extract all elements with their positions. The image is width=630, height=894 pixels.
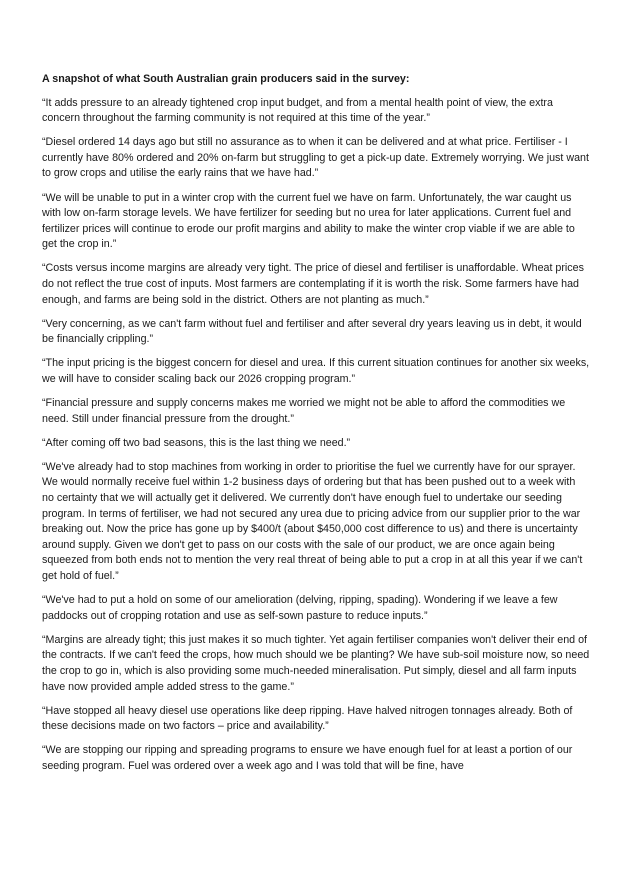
survey-quote: “Have stopped all heavy diesel use operations like deep ripping. Have halved nitrogen tonnages already. Both of these decisions made on two factors – price and availability.” xyxy=(42,704,573,733)
survey-quote: “Financial pressure and supply concerns makes me worried we might not be able to afford the commodities we need. Still under financial pressure from the drought.” xyxy=(42,397,566,425)
document-heading: A snapshot of what South Australian grain producers said in the survey: xyxy=(42,73,410,85)
survey-quote: “The input pricing is the biggest concern for diesel and urea. If this current situation continues for another six weeks, we will have to consider scaling back our 2026 cropping program.” xyxy=(42,357,590,385)
survey-quote: “We've had to put a hold on some of our amelioration (delving, ripping, spading). Wondering if we leave a few paddocks out of cropping rotation and use as self-sown pasture to reduce inputs.” xyxy=(42,594,558,622)
document-page xyxy=(42,72,590,783)
survey-quote: “We will be unable to put in a winter crop with the current fuel we have on farm. Unfortunately, the war caught us with low on-farm storage levels. We have fertilizer for seeding but no urea for later applications. Current fuel and fertilizer prices will continue to erode our profit margins and ability to make the winter crop viable if we are able to get the crop in.” xyxy=(42,191,575,251)
survey-quote: “We've already had to stop machines from working in order to prioritise the fuel we currently have for our sprayer. We would normally receive fuel within 1-2 business days of ordering but that has been pushed out to a week with no certainty that we will actually get it delivered. We currently don't have enough fuel to undertake our seeding program. In terms of fertiliser, we had not secured any urea due to pricing advice from our supplier prior to the war breaking out. Now the price has gone up by $400/t (about $450,000 cost difference to us) and there is uncertainty around supply. Given we don't get to pass on our costs with the sale of our product, we are once again being squeezed from both ends not to mention the very real threat of being able to put a crop in at all this year if we can't get hold of fuel.” xyxy=(42,460,583,583)
survey-quote: “Diesel ordered 14 days ago but still no assurance as to when it can be delivered and at what price. Fertiliser - I currently have 80% ordered and 20% on-farm but struggling to get a pick-up date. Extremely worrying. We just want to grow crops and utilise the early rains that we have had.” xyxy=(42,136,589,180)
survey-quote: “Margins are already tight; this just makes it so much tighter. Yet again fertiliser companies won't deliver their end of the contracts. If we can't feed the crops, how much should we be planting? We have sub-soil moisture now, so need the crop to go in, which is also providing some much-needed mineralisation. Put simply, diesel and all farm inputs have now provided ample added stress to the game.” xyxy=(42,633,590,693)
survey-quote: “We are stopping our ripping and spreading programs to ensure we have enough fuel for at least a portion of our seeding program. Fuel was ordered over a week ago and I was told that will be fine, have xyxy=(42,744,573,772)
survey-quote: “Very concerning, as we can't farm without fuel and fertiliser and after several dry years leaving us in debt, it would be financially crippling.” xyxy=(42,317,582,346)
survey-quote: “After coming off two bad seasons, this is the last thing we need.” xyxy=(42,436,351,449)
survey-quote: “Costs versus income margins are already very tight. The price of diesel and fertiliser is unaffordable. Wheat prices do not reflect the true cost of inputs. Most farmers are contemplating if it is worth the risk. Some farmers have had enough, and farms are being sold in the district. Others are not planting as much.” xyxy=(42,262,584,306)
survey-quote: “It adds pressure to an already tightened crop input budget, and from a mental health point of view, the extra concern throughout the farming community is not required at this time of the year.” xyxy=(42,96,553,125)
